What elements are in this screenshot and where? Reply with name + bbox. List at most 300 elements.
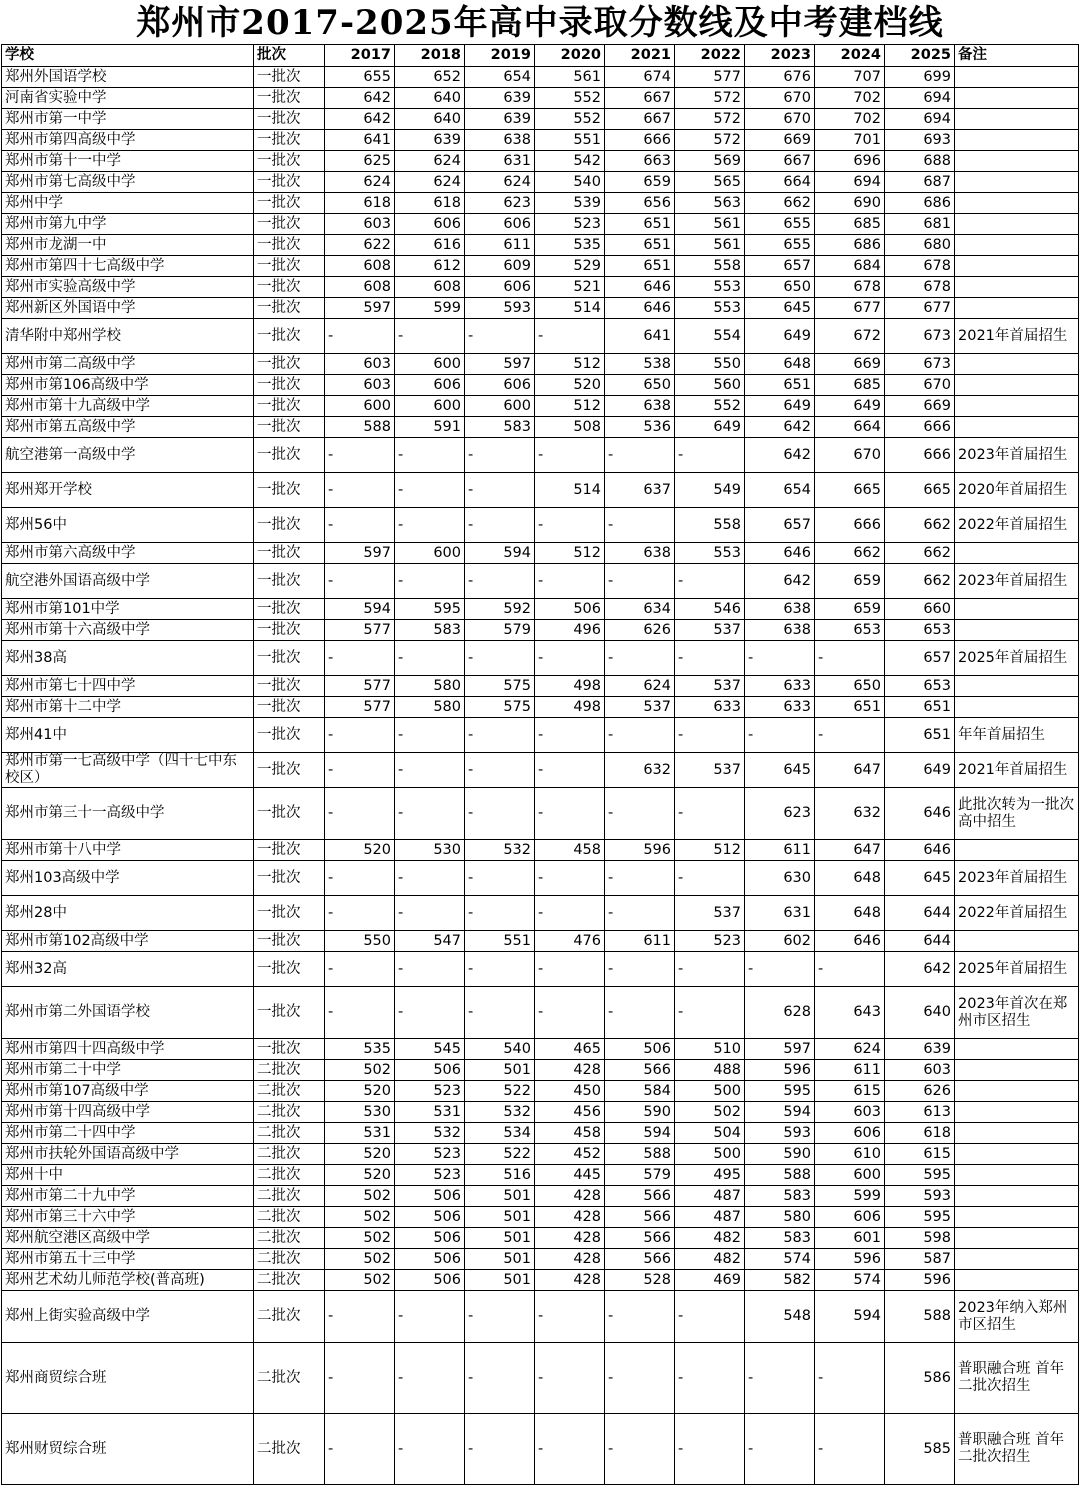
note-cell: [955, 277, 1079, 298]
table-row: [2, 473, 1079, 508]
score-cell: 540: [535, 172, 605, 193]
score-cell: -: [815, 641, 885, 676]
column-header: 2024: [815, 45, 885, 67]
score-cell: -: [535, 508, 605, 543]
batch-cell: 一批次: [254, 987, 325, 1039]
score-cell: 566: [605, 1186, 675, 1207]
batch-cell: 一批次: [254, 861, 325, 896]
note-cell: [955, 543, 1079, 564]
score-cell: 651: [815, 697, 885, 718]
table-row: [2, 718, 1079, 753]
score-cell: 572: [675, 109, 745, 130]
score-cell: 670: [815, 438, 885, 473]
score-cell: 529: [535, 256, 605, 277]
note-cell: [955, 1270, 1079, 1291]
table-row: [2, 1270, 1079, 1291]
batch-cell: 二批次: [254, 1270, 325, 1291]
score-cell: 642: [325, 109, 395, 130]
column-header: 学校: [2, 45, 254, 67]
batch-cell: 一批次: [254, 620, 325, 641]
score-cell: 577: [675, 67, 745, 88]
score-cell: 531: [395, 1102, 465, 1123]
score-cell: -: [325, 438, 395, 473]
note-cell: [955, 151, 1079, 172]
school-cell: 郑州市第三十六中学: [2, 1207, 254, 1228]
score-cell: 506: [395, 1186, 465, 1207]
note-cell: [955, 620, 1079, 641]
score-cell: 532: [395, 1123, 465, 1144]
score-cell: 655: [745, 235, 815, 256]
score-cell: -: [465, 473, 535, 508]
score-cell: -: [325, 473, 395, 508]
school-cell: 郑州市第一中学: [2, 109, 254, 130]
score-cell: 574: [745, 1249, 815, 1270]
batch-cell: 二批次: [254, 1414, 325, 1485]
score-cell: -: [395, 952, 465, 987]
score-cell: 653: [885, 676, 955, 697]
score-cell: 603: [885, 1060, 955, 1081]
score-cell: 686: [885, 193, 955, 214]
batch-cell: 一批次: [254, 298, 325, 319]
note-cell: [955, 697, 1079, 718]
batch-cell: 二批次: [254, 1144, 325, 1165]
score-cell: -: [395, 438, 465, 473]
score-cell: 469: [675, 1270, 745, 1291]
score-cell: 666: [605, 130, 675, 151]
score-cell: 537: [675, 896, 745, 931]
score-cell: -: [465, 718, 535, 753]
score-cell: 687: [885, 172, 955, 193]
score-cell: 653: [885, 620, 955, 641]
score-cell: 665: [815, 473, 885, 508]
score-cell: 561: [675, 235, 745, 256]
column-header: 批次: [254, 45, 325, 67]
score-cell: 646: [605, 298, 675, 319]
school-cell: 郑州41中: [2, 718, 254, 753]
batch-cell: 二批次: [254, 1123, 325, 1144]
note-cell: [955, 256, 1079, 277]
score-cell: -: [465, 1414, 535, 1485]
score-cell: 487: [675, 1186, 745, 1207]
score-cell: 624: [395, 151, 465, 172]
score-cell: 502: [675, 1102, 745, 1123]
score-cell: -: [605, 1414, 675, 1485]
score-cell: 592: [465, 599, 535, 620]
score-cell: -: [395, 473, 465, 508]
score-cell: 450: [535, 1081, 605, 1102]
score-cell: 659: [815, 564, 885, 599]
note-cell: [955, 214, 1079, 235]
batch-cell: 二批次: [254, 1102, 325, 1123]
score-cell: -: [605, 718, 675, 753]
score-cell: -: [675, 1343, 745, 1414]
score-cell: -: [605, 1343, 675, 1414]
score-cell: 667: [605, 109, 675, 130]
score-cell: 649: [675, 417, 745, 438]
table-row: [2, 931, 1079, 952]
table-row: [2, 172, 1079, 193]
score-cell: 608: [325, 277, 395, 298]
score-cell: 506: [395, 1228, 465, 1249]
score-cell: 588: [745, 1165, 815, 1186]
batch-cell: 一批次: [254, 354, 325, 375]
score-cell: 662: [885, 543, 955, 564]
score-cell: 521: [535, 277, 605, 298]
note-cell: 2023年首届招生: [955, 438, 1079, 473]
score-cell: 597: [325, 298, 395, 319]
score-cell: -: [605, 987, 675, 1039]
score-cell: 632: [815, 788, 885, 840]
score-cell: -: [535, 861, 605, 896]
score-cell: 606: [815, 1123, 885, 1144]
note-cell: [955, 599, 1079, 620]
score-cell: 654: [745, 473, 815, 508]
score-cell: 458: [535, 840, 605, 861]
score-cell: 588: [885, 1291, 955, 1343]
score-cell: 672: [815, 319, 885, 354]
score-cell: 645: [745, 298, 815, 319]
score-cell: -: [535, 641, 605, 676]
batch-cell: 一批次: [254, 788, 325, 840]
score-cell: 584: [605, 1081, 675, 1102]
score-cell: -: [815, 1343, 885, 1414]
score-cell: 588: [325, 417, 395, 438]
score-cell: 531: [325, 1123, 395, 1144]
school-cell: 郑州56中: [2, 508, 254, 543]
score-cell: 662: [885, 508, 955, 543]
score-cell: 452: [535, 1144, 605, 1165]
score-cell: 445: [535, 1165, 605, 1186]
table-row: [2, 298, 1079, 319]
batch-cell: 二批次: [254, 1228, 325, 1249]
score-cell: 657: [745, 256, 815, 277]
batch-cell: 一批次: [254, 214, 325, 235]
score-cell: 651: [605, 214, 675, 235]
score-cell: -: [395, 987, 465, 1039]
score-cell: 701: [815, 130, 885, 151]
score-cell: 558: [675, 256, 745, 277]
score-cell: 523: [395, 1144, 465, 1165]
score-cell: 673: [885, 319, 955, 354]
batch-cell: 一批次: [254, 543, 325, 564]
score-cell: 575: [465, 697, 535, 718]
score-cell: -: [605, 952, 675, 987]
school-cell: 郑州市第六高级中学: [2, 543, 254, 564]
table-row: [2, 599, 1079, 620]
score-cell: 606: [815, 1207, 885, 1228]
school-cell: 郑州市第四高级中学: [2, 130, 254, 151]
score-cell: -: [605, 438, 675, 473]
score-cell: 670: [745, 88, 815, 109]
score-cell: -: [395, 788, 465, 840]
score-cell: 566: [605, 1207, 675, 1228]
school-cell: 河南省实验中学: [2, 88, 254, 109]
score-cell: 594: [745, 1102, 815, 1123]
table-row: [2, 1060, 1079, 1081]
note-cell: [955, 235, 1079, 256]
score-cell: -: [395, 1414, 465, 1485]
score-cell: -: [325, 952, 395, 987]
score-cell: -: [535, 896, 605, 931]
batch-cell: 一批次: [254, 896, 325, 931]
score-cell: 623: [745, 788, 815, 840]
score-cell: 657: [745, 508, 815, 543]
score-cell: 633: [745, 676, 815, 697]
score-cell: -: [395, 1291, 465, 1343]
school-cell: 郑州市第七高级中学: [2, 172, 254, 193]
table-row: [2, 1343, 1079, 1414]
school-cell: 郑州艺术幼儿师范学校(普高班): [2, 1270, 254, 1291]
score-cell: 563: [675, 193, 745, 214]
score-cell: 655: [325, 67, 395, 88]
table-row: [2, 676, 1079, 697]
note-cell: 2022年首届招生: [955, 896, 1079, 931]
score-cell: 566: [605, 1249, 675, 1270]
score-cell: 646: [885, 840, 955, 861]
note-cell: 此批次转为一批次高中招生: [955, 788, 1079, 840]
table-row: [2, 564, 1079, 599]
score-table: [1, 44, 1079, 1485]
school-cell: 郑州市第101中学: [2, 599, 254, 620]
score-cell: 583: [745, 1186, 815, 1207]
score-cell: 504: [675, 1123, 745, 1144]
score-cell: -: [325, 319, 395, 354]
score-cell: 502: [325, 1249, 395, 1270]
score-cell: 669: [815, 354, 885, 375]
score-cell: 669: [885, 396, 955, 417]
note-cell: [955, 1186, 1079, 1207]
school-cell: 郑州市龙湖一中: [2, 235, 254, 256]
table-row: [2, 1186, 1079, 1207]
score-cell: 685: [815, 375, 885, 396]
score-cell: 590: [745, 1144, 815, 1165]
score-cell: 520: [325, 840, 395, 861]
score-cell: 646: [605, 277, 675, 298]
score-cell: 520: [325, 1081, 395, 1102]
school-cell: 郑州市第十八中学: [2, 840, 254, 861]
score-cell: -: [605, 1291, 675, 1343]
score-cell: 560: [675, 375, 745, 396]
score-cell: -: [465, 508, 535, 543]
column-header: 2021: [605, 45, 675, 67]
school-cell: 郑州103高级中学: [2, 861, 254, 896]
note-cell: [955, 354, 1079, 375]
score-cell: 586: [885, 1343, 955, 1414]
table-row: [2, 1207, 1079, 1228]
score-cell: 523: [395, 1165, 465, 1186]
score-cell: 666: [815, 508, 885, 543]
note-cell: [955, 1039, 1079, 1060]
note-cell: 2021年首届招生: [955, 753, 1079, 788]
table-row: [2, 753, 1079, 788]
score-cell: 707: [815, 67, 885, 88]
score-cell: 598: [885, 1228, 955, 1249]
score-cell: 639: [885, 1039, 955, 1060]
score-cell: 649: [745, 396, 815, 417]
score-cell: 595: [885, 1207, 955, 1228]
score-cell: 602: [745, 931, 815, 952]
score-cell: 677: [885, 298, 955, 319]
school-cell: 郑州32高: [2, 952, 254, 987]
batch-cell: 一批次: [254, 641, 325, 676]
score-cell: 580: [395, 697, 465, 718]
school-cell: 郑州市第三十一高级中学: [2, 788, 254, 840]
score-cell: 678: [885, 256, 955, 277]
school-cell: 郑州中学: [2, 193, 254, 214]
score-cell: 656: [605, 193, 675, 214]
school-cell: 郑州市第十一中学: [2, 151, 254, 172]
score-cell: -: [465, 896, 535, 931]
score-cell: 596: [815, 1249, 885, 1270]
score-cell: 516: [465, 1165, 535, 1186]
score-cell: -: [675, 641, 745, 676]
score-cell: 666: [885, 417, 955, 438]
score-cell: 506: [535, 599, 605, 620]
score-cell: 639: [465, 88, 535, 109]
score-cell: 664: [815, 417, 885, 438]
score-cell: 666: [885, 438, 955, 473]
score-cell: -: [325, 564, 395, 599]
table-row: [2, 861, 1079, 896]
score-cell: 652: [395, 67, 465, 88]
score-cell: 600: [815, 1165, 885, 1186]
score-cell: 582: [745, 1270, 815, 1291]
score-cell: 609: [465, 256, 535, 277]
score-cell: 553: [675, 277, 745, 298]
score-cell: 673: [885, 354, 955, 375]
score-cell: 630: [745, 861, 815, 896]
score-cell: -: [395, 753, 465, 788]
score-cell: 624: [395, 172, 465, 193]
score-cell: 566: [605, 1228, 675, 1249]
score-cell: -: [675, 1291, 745, 1343]
score-cell: 532: [465, 840, 535, 861]
score-cell: -: [675, 1414, 745, 1485]
score-cell: 547: [395, 931, 465, 952]
score-cell: 644: [885, 931, 955, 952]
score-cell: 545: [395, 1039, 465, 1060]
table-row: [2, 67, 1079, 88]
note-cell: 普职融合班 首年二批次招生: [955, 1414, 1079, 1485]
score-cell: 579: [605, 1165, 675, 1186]
score-cell: 546: [675, 599, 745, 620]
column-header: 2019: [465, 45, 535, 67]
score-cell: -: [605, 641, 675, 676]
score-cell: 684: [815, 256, 885, 277]
score-cell: -: [535, 952, 605, 987]
score-cell: 458: [535, 1123, 605, 1144]
score-cell: 638: [605, 396, 675, 417]
score-cell: 647: [815, 840, 885, 861]
score-cell: -: [465, 952, 535, 987]
note-cell: 2023年首届招生: [955, 861, 1079, 896]
score-cell: 651: [885, 697, 955, 718]
score-cell: 670: [885, 375, 955, 396]
table-row: [2, 788, 1079, 840]
score-cell: 610: [815, 1144, 885, 1165]
score-cell: 428: [535, 1249, 605, 1270]
table-row: [2, 130, 1079, 151]
score-cell: 693: [885, 130, 955, 151]
score-cell: 694: [815, 172, 885, 193]
score-cell: -: [605, 896, 675, 931]
score-cell: 572: [675, 88, 745, 109]
score-cell: 634: [605, 599, 675, 620]
score-cell: 646: [815, 931, 885, 952]
score-cell: 585: [885, 1414, 955, 1485]
school-cell: 郑州上街实验高级中学: [2, 1291, 254, 1343]
score-cell: 597: [745, 1039, 815, 1060]
score-cell: 642: [745, 417, 815, 438]
score-cell: 537: [675, 620, 745, 641]
score-cell: 506: [395, 1207, 465, 1228]
batch-cell: 一批次: [254, 697, 325, 718]
note-cell: 2020年首届招生: [955, 473, 1079, 508]
score-cell: 618: [395, 193, 465, 214]
school-cell: 郑州市第107高级中学: [2, 1081, 254, 1102]
score-cell: 482: [675, 1249, 745, 1270]
score-cell: 647: [815, 753, 885, 788]
score-cell: 648: [815, 861, 885, 896]
score-cell: 654: [465, 67, 535, 88]
score-cell: 611: [745, 840, 815, 861]
score-cell: 669: [745, 130, 815, 151]
batch-cell: 二批次: [254, 1291, 325, 1343]
table-row: [2, 354, 1079, 375]
score-cell: 535: [325, 1039, 395, 1060]
score-cell: -: [675, 952, 745, 987]
score-cell: 651: [605, 235, 675, 256]
table-row: [2, 319, 1079, 354]
score-cell: -: [465, 641, 535, 676]
score-cell: -: [465, 564, 535, 599]
score-cell: 594: [325, 599, 395, 620]
score-cell: 596: [885, 1270, 955, 1291]
score-cell: 428: [535, 1207, 605, 1228]
score-cell: 628: [745, 987, 815, 1039]
page-title: 郑州市2017-2025年高中录取分数线及中考建档线: [136, 3, 944, 43]
score-cell: 650: [745, 277, 815, 298]
score-cell: 665: [885, 473, 955, 508]
note-cell: [955, 375, 1079, 396]
note-cell: [955, 1123, 1079, 1144]
score-cell: 648: [815, 896, 885, 931]
score-cell: 646: [745, 543, 815, 564]
score-cell: -: [465, 987, 535, 1039]
score-cell: -: [535, 1414, 605, 1485]
note-cell: 2021年首届招生: [955, 319, 1079, 354]
score-cell: 638: [465, 130, 535, 151]
batch-cell: 一批次: [254, 753, 325, 788]
score-cell: 597: [465, 354, 535, 375]
score-cell: 502: [325, 1060, 395, 1081]
score-cell: 653: [815, 620, 885, 641]
score-cell: -: [745, 718, 815, 753]
batch-cell: 一批次: [254, 676, 325, 697]
score-cell: 506: [395, 1270, 465, 1291]
table-row: [2, 508, 1079, 543]
score-cell: 608: [325, 256, 395, 277]
score-cell: -: [675, 438, 745, 473]
batch-cell: 一批次: [254, 396, 325, 417]
score-cell: 514: [535, 298, 605, 319]
score-cell: 641: [605, 319, 675, 354]
table-row: [2, 840, 1079, 861]
score-cell: 600: [395, 354, 465, 375]
table-row: [2, 1249, 1079, 1270]
batch-cell: 二批次: [254, 1081, 325, 1102]
school-cell: 郑州市第十九高级中学: [2, 396, 254, 417]
